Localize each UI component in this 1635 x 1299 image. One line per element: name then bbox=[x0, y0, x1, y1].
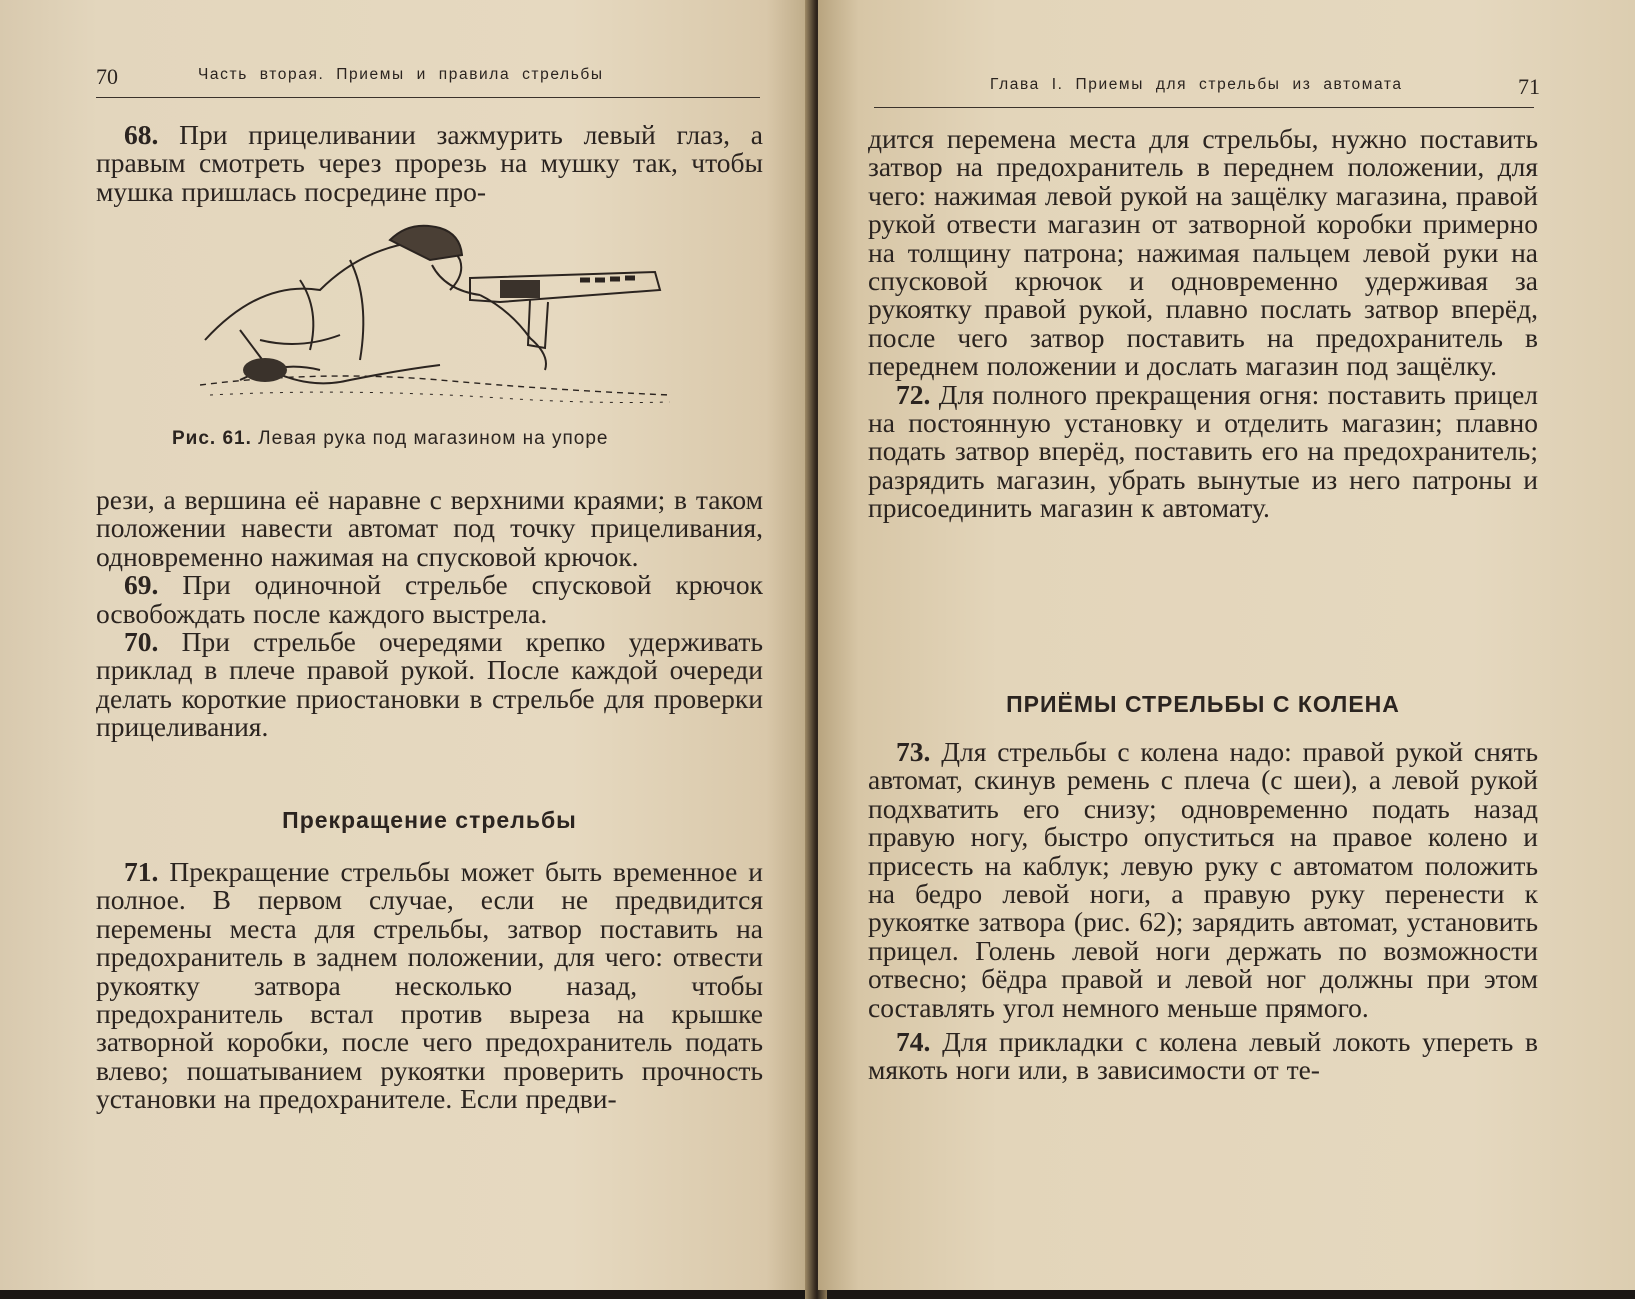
soldier-aiming-illustration bbox=[200, 220, 675, 410]
left-page-number: 70 bbox=[96, 64, 118, 89]
paragraph-74 bbox=[868, 1028, 1538, 1085]
paragraph-number: 74. bbox=[896, 1026, 931, 1058]
paragraph-68 bbox=[96, 121, 763, 206]
section-heading: Прекращение стрельбы bbox=[282, 807, 577, 833]
right-running-title: Глава I. Приемы для стрельбы из автомата bbox=[990, 76, 1403, 93]
paragraph-70 bbox=[96, 628, 763, 742]
paragraph-text: Прекращение стрельбы может быть временное и полное. В первом случае, если не предвидится перемены места для стрельбы, затвор поставить на предохранитель в заднем положении, для чего: отвести рукоятку затвора несколько назад, чтобы предохранитель встал против выреза на крышке затворной коробки, после чего предохранитель подать влево; пошатыванием рукоятки проверить прочность установки на предохранителе. Если предви- bbox=[96, 856, 764, 1115]
paragraph-71 bbox=[96, 858, 763, 1114]
paragraph-number: 70. bbox=[124, 626, 159, 658]
left-running-title: Часть вторая. Приемы и правила стрельбы bbox=[198, 66, 604, 83]
figure-label: Рис. 61. bbox=[172, 428, 252, 449]
left-running-head bbox=[0, 58, 815, 92]
paragraph-number: 69. bbox=[124, 569, 159, 601]
figure-caption-text: Левая рука под магазином на упоре bbox=[258, 428, 609, 449]
paragraph-68-cont: рези, а вершина её наравне с верхними краями; в таком положении навести автомат под точку прицеливания, одновременно нажимая на спусковой крючок. bbox=[96, 484, 763, 572]
right-text-top bbox=[868, 125, 1538, 523]
right-text-bottom bbox=[868, 738, 1538, 1085]
left-text-end bbox=[96, 858, 763, 1114]
paragraph-69 bbox=[96, 571, 763, 628]
right-page bbox=[818, 0, 1635, 1290]
section-heading: ПРИЁМЫ СТРЕЛЬБЫ С КОЛЕНА bbox=[1006, 691, 1400, 717]
paragraph-text: При стрельбе очередями крепко удерживать приклад в плече правой рукой. После каждой очереди делать короткие приостановки в стрельбе для проверки прицеливания. bbox=[96, 626, 763, 743]
paragraph-text: При прицеливании зажмурить левый глаз, а правым смотреть через прорезь на мушку так, чтобы мушка пришлась посредине про- bbox=[96, 119, 763, 207]
left-page bbox=[0, 0, 815, 1290]
paragraph-number: 72. bbox=[896, 378, 931, 410]
paragraph-number: 73. bbox=[896, 736, 931, 767]
left-text-top bbox=[96, 121, 763, 206]
right-header-rule bbox=[874, 107, 1534, 108]
paragraph-number: 71. bbox=[124, 856, 159, 887]
left-text-bottom bbox=[96, 486, 763, 742]
paragraph-text: Для прикладки с колена левый локоть упереть в мякоть ноги или, в зависимости от те- bbox=[868, 1026, 1538, 1086]
paragraph-73 bbox=[868, 738, 1538, 1022]
left-header-rule bbox=[96, 97, 760, 98]
paragraph-text: При одиночной стрельбе спусковой крючок освобождать после каждого выстрела. bbox=[96, 569, 763, 629]
paragraph-text: Для полного прекращения огня: поставить прицел на постоянную установку и отделить магазин; плавно подать затвор вперёд, поставить его на предохранитель; разрядить магазин, убрать вынутые из него патроны и присоединить магазин к автомату. bbox=[868, 378, 1539, 524]
paragraph-number: 68. bbox=[124, 119, 159, 150]
figure-caption bbox=[172, 428, 609, 450]
paragraph-71-cont: дится перемена места для стрельбы, нужно поставить затвор на предохранитель в переднем положении, для чего: нажимая левой рукой на защёлку магазина, правой рукой отвести магазин от затворной коробки примерно на толщину патрона; нажимая пальцем левой руки на спусковой крючок и одновременно удерживая за рукоятку правой рукой, плавно послать затвор вперёд, после чего затвор поставить на предохранитель в переднем положении и дослать магазин под защёлку. bbox=[868, 123, 1538, 382]
right-page-number: 71 bbox=[1518, 74, 1540, 99]
right-running-head bbox=[818, 68, 1635, 102]
paragraph-72 bbox=[868, 378, 1539, 524]
paragraph-text: Для стрельбы с колена надо: правой рукой снять автомат, скинув ремень с плеча (с шеи), а левой рукой подхватить его снизу; одновременно подать назад правую ногу, быстро опуститься на правое колено и присесть на каблук; левую руку с автоматом положить на бедро левой ноги, а правую руку перенести к рукоятке затвора (рис. 62); зарядить автомат, установить прицел. Голень левой ноги держать по возможности отвесно; бёдра правой и левой ног должны при этом составлять угол немного меньше прямого. bbox=[868, 736, 1539, 1023]
